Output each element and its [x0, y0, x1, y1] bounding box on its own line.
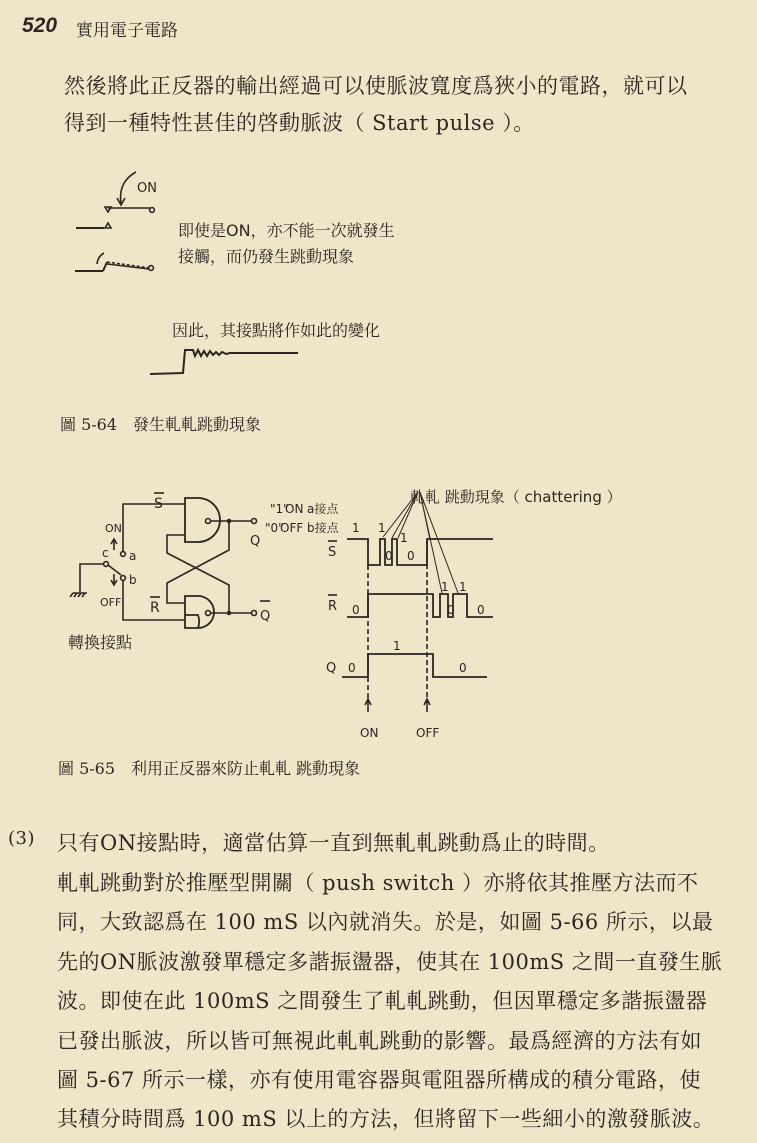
wave-note: 因此，其接點將作如此的變化 — [172, 321, 381, 340]
intro-line-1: 然後將此正反器的輸出經過可以使脈波寬度爲狹小的電路，就可以 — [64, 74, 688, 98]
r-bar-axis-label: R — [328, 599, 338, 614]
ground-icon — [70, 593, 87, 597]
r-level: 0 — [352, 603, 360, 617]
on-label: ON — [137, 181, 157, 196]
section-line: 只有ON接點時，適當估算一直到無軋軋跳動爲止的時間。 — [57, 831, 610, 855]
r-bar-label: R — [150, 600, 160, 616]
legend-1-state: ON — [285, 502, 304, 516]
r-level: 0 — [447, 603, 455, 617]
s-bar-waveform — [347, 539, 493, 565]
s-level: 0 — [385, 549, 393, 563]
r-level: 0 — [477, 603, 485, 617]
on-arrow-icon — [121, 172, 136, 203]
q-level: 0 — [348, 661, 356, 675]
s-level: 1 — [352, 521, 360, 535]
off-marker-arrow-icon — [424, 699, 430, 712]
section-line: 先的ON脈波激發單穩定多諧振盪器，使其在 100mS 之間一直發生脈 — [57, 950, 723, 974]
running-head: 實用電子電路 — [76, 21, 178, 41]
intro-line-2: 得到一種特性甚佳的啓動脈波（ Start pulse ）。 — [64, 111, 535, 135]
r-bar-waveform — [347, 594, 493, 617]
note-line-1: 即使是ON，亦不能一次就發生 — [178, 221, 395, 240]
timing-title: 軋軋 跳動現象（ chattering ） — [410, 488, 622, 506]
on-marker: ON — [360, 726, 379, 740]
switch-caption: 轉換接點 — [68, 633, 133, 652]
q-axis-label: Q — [326, 661, 337, 676]
legend-1-value: "1" — [270, 502, 289, 516]
off-marker: OFF — [416, 726, 440, 740]
switch-b-label: b — [129, 573, 137, 587]
section-line: 已發出脈波，所以皆可無視此軋軋跳動的影響。最爲經濟的方法有如 — [57, 1029, 702, 1053]
section-line: 其積分時間爲 100 mS 以上的方法，但將留下一些細小的激發脈波。 — [57, 1107, 715, 1131]
note-line-2: 接觸，而仍發生跳動現象 — [178, 247, 355, 266]
section-line: 同，大致認爲在 100 mS 以內就消失。於是，如圖 5-66 所示，以最 — [57, 910, 714, 934]
s-level: 1 — [400, 531, 408, 545]
on-marker-arrow-icon — [365, 699, 371, 712]
section-line: 圖 5-67 所示一樣，亦有使用電容器與電阻器所構成的積分電路，使 — [57, 1068, 702, 1092]
arrow-up-icon — [111, 539, 117, 550]
legend-1-contact: a接点 — [307, 502, 339, 516]
nand-gate-top — [185, 498, 220, 542]
q-bar-label: Q — [260, 609, 271, 624]
figure-5-65-timing — [326, 488, 622, 740]
section-line: 軋軋跳動對於推壓型開關（ push switch ）亦將依其推壓方法而不 — [57, 871, 699, 895]
switch-a-label: a — [129, 549, 137, 563]
q-level: 1 — [393, 639, 401, 653]
bounce-waveform — [150, 350, 298, 374]
q-level: 0 — [459, 661, 467, 675]
figure-5-65-circuit — [68, 493, 340, 652]
page-number: 520 — [22, 14, 58, 37]
s-level: 0 — [407, 549, 415, 563]
legend-2-contact: b接点 — [307, 521, 339, 535]
legend-2-value: "0" — [265, 521, 284, 535]
q-label: Q — [250, 534, 261, 549]
figure-5-64-caption: 圖 5-64 發生軋軋跳動現象 — [60, 415, 262, 434]
switch-on-label: ON — [105, 522, 122, 535]
switch-off-label: OFF — [100, 596, 122, 609]
bounce-arrow-icon — [97, 253, 104, 264]
s-bar-label: S — [154, 496, 163, 512]
s-bar-axis-label: S — [328, 545, 337, 560]
r-level: 1 — [441, 580, 449, 594]
s-level: 1 — [378, 521, 386, 535]
r-level: 1 — [459, 580, 467, 594]
section-number: (3) — [8, 828, 35, 849]
legend-2-state: OFF — [280, 521, 304, 535]
figure-5-65-caption: 圖 5-65 利用正反器來防止軋軋 跳動現象 — [58, 759, 361, 778]
arrow-down-icon — [111, 574, 117, 585]
switch-c-label: c — [102, 546, 109, 560]
figure-5-64 — [75, 172, 395, 374]
section-line: 波。即使在此 100mS 之間發生了軋軋跳動，但因單穩定多諧振盪器 — [57, 989, 708, 1013]
